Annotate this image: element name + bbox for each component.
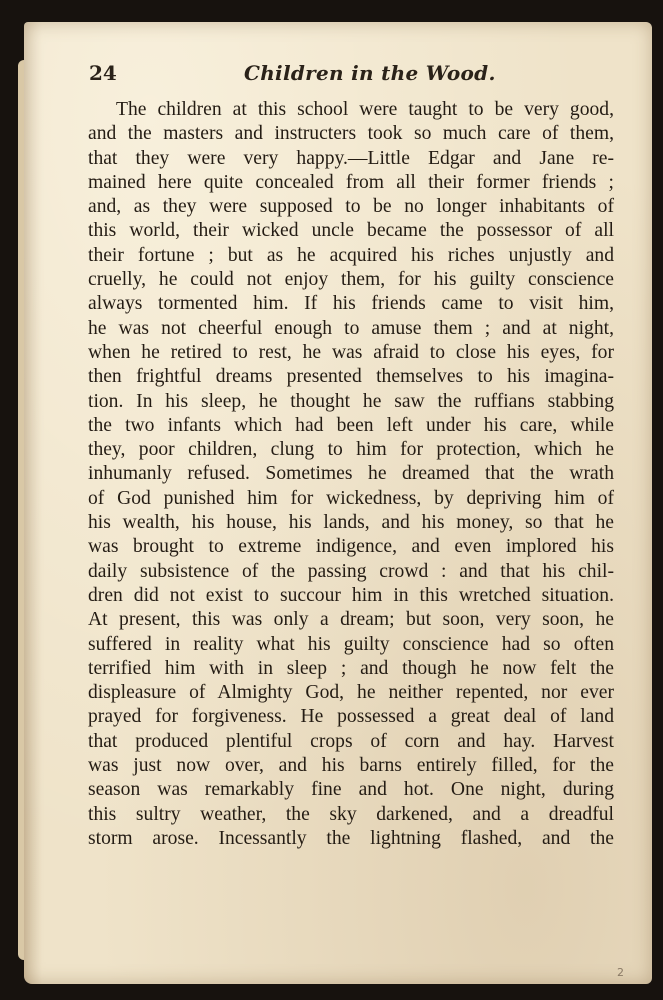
- text-line: tion. In his sleep, he thought he saw the ruffians stabbing: [88, 390, 614, 412]
- text-line: daily subsistence of the passing crowd : and that his chil-: [88, 560, 614, 582]
- text-line: dren did not exist to succour him in this wretched situation.: [88, 584, 614, 606]
- text-line: terrified him with in sleep ; and though he now felt the: [88, 657, 614, 679]
- text-line: his wealth, his house, his lands, and his money, so that he: [88, 512, 614, 534]
- corner-mark: 2: [617, 966, 624, 979]
- text-line: he was not cheerful enough to amuse them ; and at night,: [88, 317, 614, 339]
- text-line: that produced plentiful crops of corn and hay. Harvest: [88, 730, 614, 752]
- text-line: The children at this school were taught to be very good,: [116, 99, 614, 120]
- text-line: was brought to extreme indigence, and even implored his: [88, 536, 614, 558]
- body-text: [88, 98, 614, 851]
- text-line: displeasure of Almighty God, he neither repented, nor ever: [88, 682, 614, 704]
- text-line: then frightful dreams presented themselves to his imagina-: [88, 366, 614, 388]
- text-line: cruelly, he could not enjoy them, for his guilty conscience: [88, 269, 614, 291]
- text-line: this world, their wicked uncle became the possessor of all: [88, 220, 614, 242]
- page-header: [89, 61, 599, 93]
- text-line: they, poor children, clung to him for protection, which he: [88, 439, 614, 461]
- text-line: prayed for forgiveness. He possessed a great deal of land: [88, 706, 614, 728]
- page-number: 24: [89, 61, 117, 85]
- text-line: suffered in reality what his guilty conscience had so often: [88, 633, 614, 655]
- text-line: when he retired to rest, he was afraid to close his eyes, for: [88, 341, 614, 363]
- text-line: mained here quite concealed from all their former friends ;: [88, 171, 614, 193]
- text-line: the two infants which had been left under his care, while: [88, 414, 614, 436]
- text-line: and, as they were supposed to be no longer inhabitants of: [88, 196, 614, 218]
- text-line: that they were very happy.—Little Edgar and Jane re-: [88, 147, 614, 169]
- text-line: and the masters and instructers took so much care of them,: [88, 123, 614, 145]
- text-line: was just now over, and his barns entirely filled, for the: [88, 755, 614, 777]
- text-line: inhumanly refused. Sometimes he dreamed that the wrath: [88, 463, 614, 485]
- text-line: At present, this was only a dream; but soon, very soon, he: [88, 609, 614, 631]
- text-line: always tormented him. If his friends came to visit him,: [88, 293, 614, 315]
- text-line: storm arose. Incessantly the lightning flashed, and the: [88, 827, 614, 849]
- text-line: this sultry weather, the sky darkened, and a dreadful: [88, 803, 614, 825]
- text-line: of God punished him for wickedness, by depriving him of: [88, 487, 614, 509]
- text-line: season was remarkably fine and hot. One night, during: [88, 779, 614, 801]
- running-title: Children in the Wood.: [244, 61, 496, 85]
- text-line: their fortune ; but as he acquired his riches unjustly and: [88, 244, 614, 266]
